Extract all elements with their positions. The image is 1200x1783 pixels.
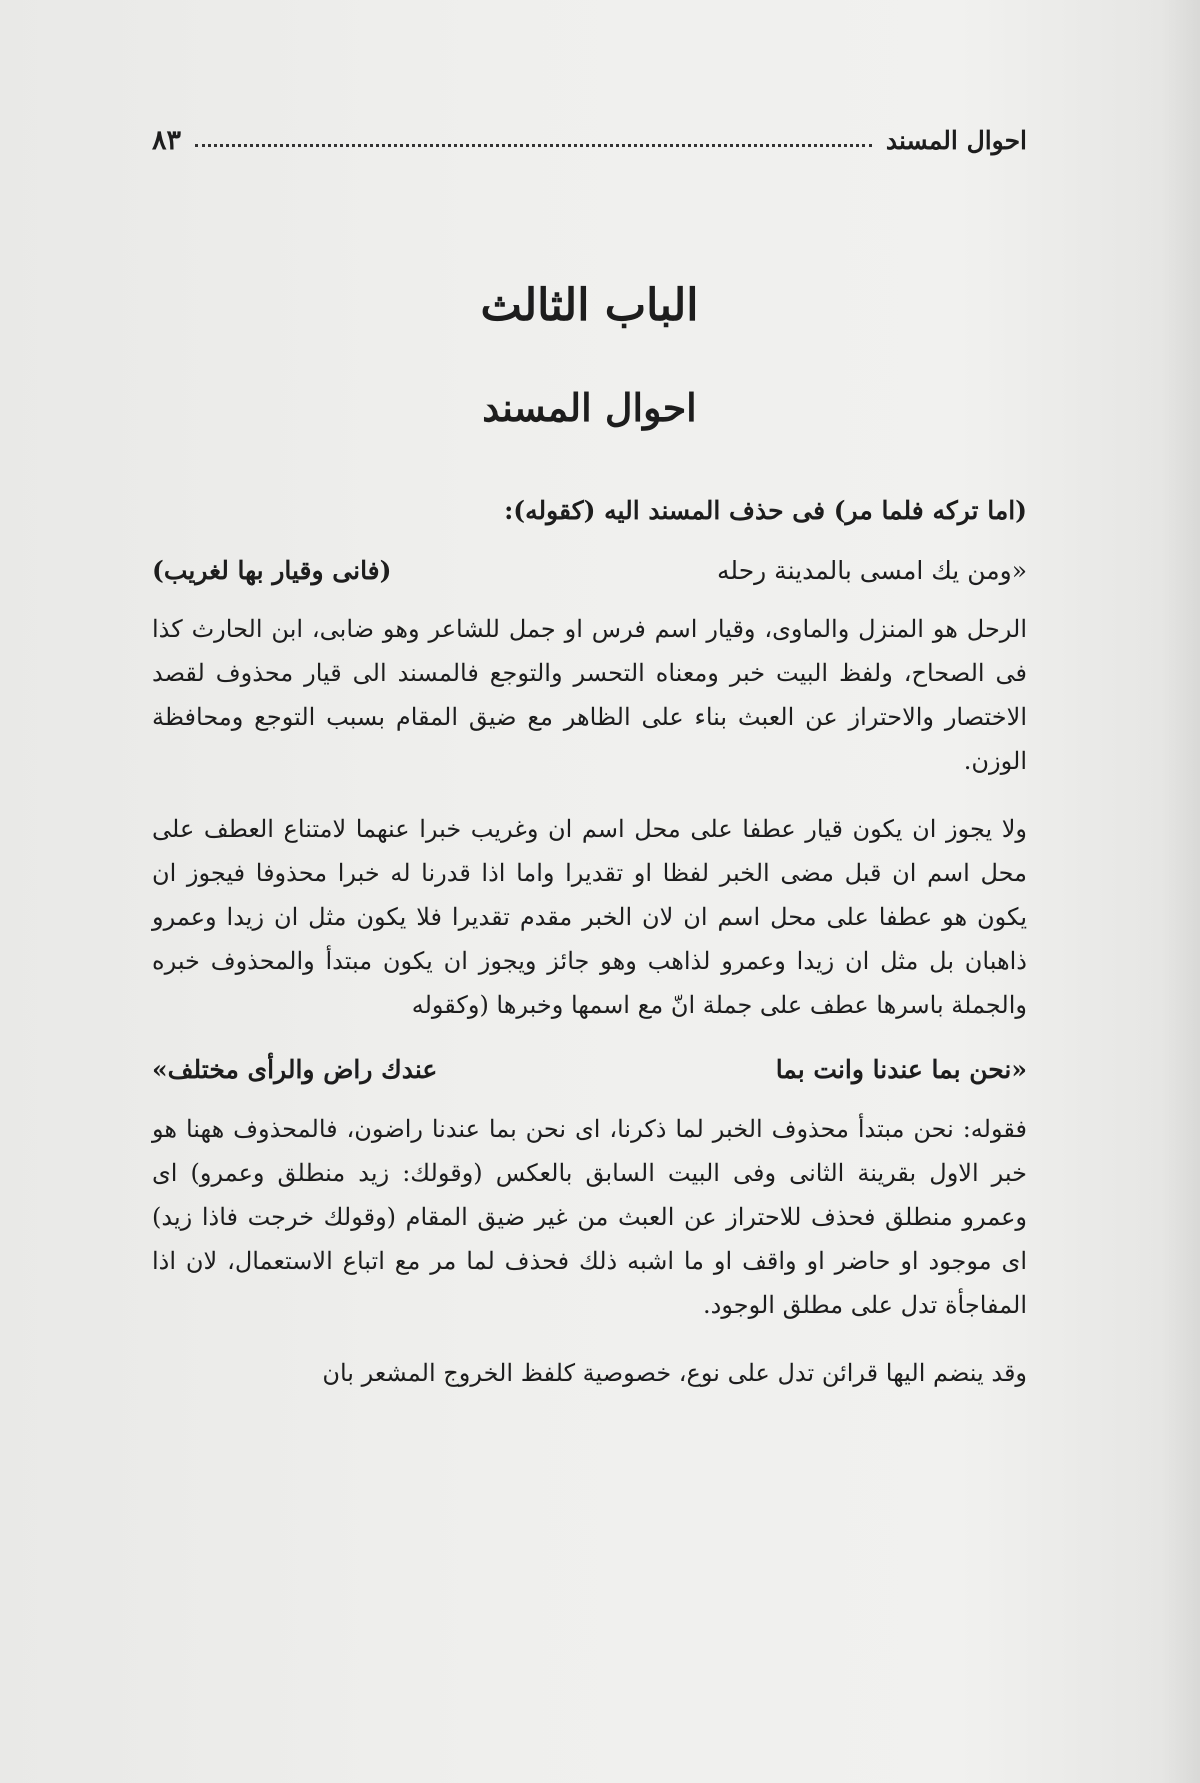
verse-1-first-hemistich: «ومن يك امسى بالمدينة رحله — [717, 555, 1027, 585]
verse-2-first-hemistich: «نحن بما عندنا وانت بما — [775, 1055, 1027, 1085]
paragraph: الرحل هو المنزل والماوى، وقيار اسم فرس او جمل للشاعر وهو ضابى، ابن الحارث كذا فى الصحاح، ولفظ البيت خبر ومعناه التحسر والتوجع فالمسند الى قيار محذوف لقصد الاختصار والاحتراز عن العبث بناء على الظاهر مع ضيق المقام بسبب التوجع ومحافظة الوزن. — [152, 615, 1027, 776]
paragraph: وقد ينضم اليها قرائن تدل على نوع، خصوصية كلفظ الخروج المشعر بان — [322, 1358, 1027, 1387]
section-title: احوال المسند — [482, 384, 697, 430]
running-header — [152, 120, 1027, 160]
header-dot-leader — [195, 144, 872, 147]
verse-2-second-hemistich: عندك راض والرأى مختلف» — [152, 1055, 438, 1085]
running-header-title: احوال المسند — [885, 125, 1027, 155]
page-number: ٨٣ — [152, 124, 182, 156]
intro-line: (اما تركه فلما مر) فى حذف المسند اليه (كقوله): — [504, 496, 1027, 526]
verse-1 — [152, 552, 1027, 590]
verse-2 — [152, 1051, 1027, 1089]
paragraph: ولا يجوز ان يكون قيار عطفا على محل اسم ان وغريب خبرا عنهما لامتناع العطف على محل اسم ان قبل مضى الخبر لفظا او تقديرا واما اذا قدرنا له خبرا محذوفا فيجوز ان يكون هو عطفا على محل اسم ان لان الخبر مقدم تقديرا فلا يكون مثل ان زيدا وعمرو ذاهبان بل مثل ان زيدا وعمرو لذاهب وهو جائز ويجوز ان يكون مبتدأ والمحذوف خبره والجملة باسرها عطف على جملة انّ مع اسمها وخبرها (وكقوله — [152, 815, 1028, 1020]
verse-1-second-hemistich: (فانى وقيار بها لغريب) — [152, 555, 392, 585]
paragraph: فقوله: نحن مبتدأ محذوف الخبر لما ذكرنا، اى نحن بما عندنا راضون، فالمحذوف ههنا هو خبر الاول بقرينة الثانى وفى البيت السابق بالعكس (وقولك: زيد منطلق وعمرو) اى وعمرو منطلق فحذف للاحتراز عن العبث من غير ضيق المقام (وقولك خرجت فاذا زيد) اى موجود او حاضر او واقف او ما اشبه ذلك فحذف لما مر مع اتباع الاستعمال، لان اذا المفاجأة تدل على مطلق الوجود. — [152, 1114, 1027, 1319]
text-block — [152, 120, 1027, 1419]
chapter-title: الباب الثالث — [480, 280, 699, 331]
page-edge-shadow — [1160, 0, 1200, 1783]
